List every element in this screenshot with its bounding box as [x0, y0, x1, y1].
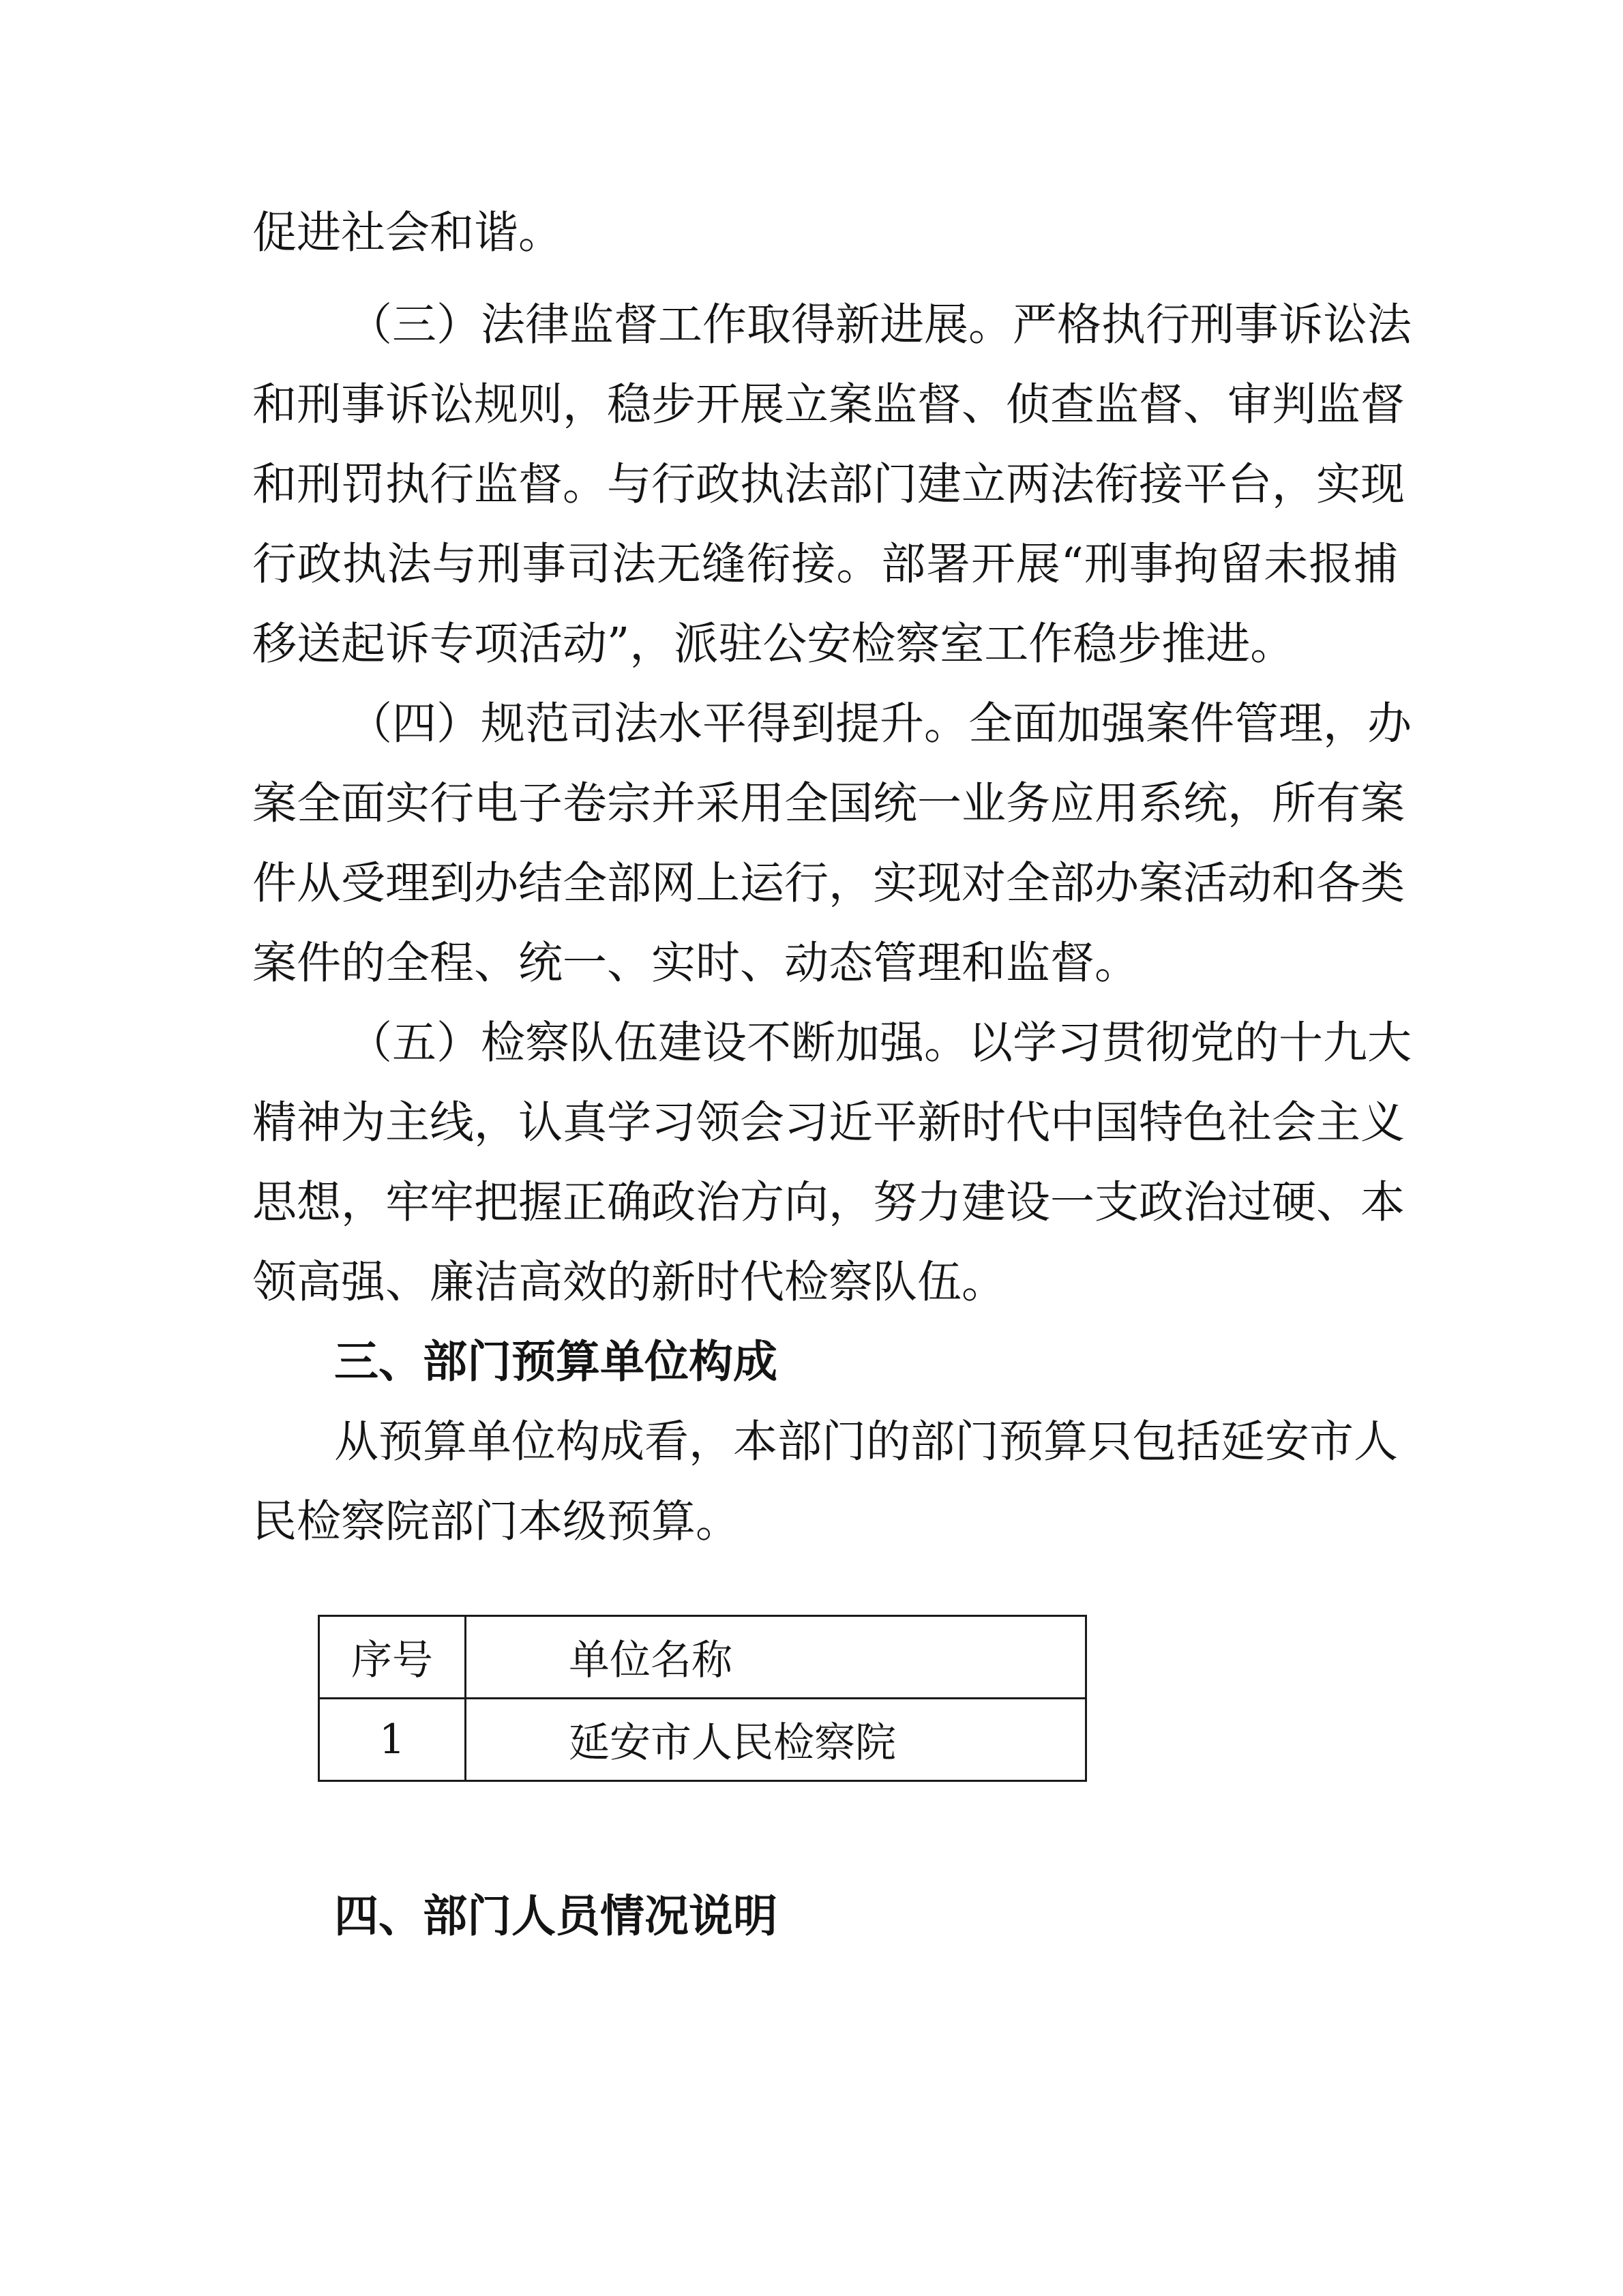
table-header-cell: 序号 [319, 1616, 466, 1699]
paragraph-line: 件从受理到办结全部网上运行，实现对全部办案活动和各类 [252, 858, 1405, 909]
section-heading: 四、部门人员情况说明 [334, 1891, 778, 1942]
paragraph-line: 案全面实行电子卷宗并采用全国统一业务应用系统，所有案 [252, 778, 1405, 829]
paragraph-line: 移送起诉专项活动”，派驻公安检察室工作稳步推进。 [252, 618, 1295, 670]
paragraph-line: 精神为主线，认真学习领会习近平新时代中国特色社会主义 [252, 1097, 1405, 1148]
paragraph-line: 和刑事诉讼规则，稳步开展立案监督、侦查监督、审判监督 [252, 379, 1405, 430]
budget-unit-table [318, 1615, 1087, 1782]
table-cell: 延安市人民检察院 [466, 1699, 1086, 1781]
table-header-cell: 单位名称 [466, 1616, 1086, 1699]
paragraph-line: 思想，牢牢把握正确政治方向，努力建设一支政治过硬、本 [252, 1177, 1405, 1228]
table-header-row [319, 1616, 1086, 1699]
paragraph-line: 行政执法与刑事司法无缝衔接。部署开展“刑事拘留未报捕 [252, 539, 1398, 590]
paragraph-line: 促进社会和谐。 [252, 207, 563, 258]
paragraph-line: 民检察院部门本级预算。 [252, 1496, 741, 1547]
paragraph-line: （五）检察队伍建设不断加强。以学习贯彻党的十九大 [348, 1017, 1412, 1069]
table-cell: 1 [319, 1699, 466, 1781]
section-heading: 三、部门预算单位构成 [334, 1337, 778, 1388]
paragraph-line: 领高强、廉洁高效的新时代检察队伍。 [252, 1257, 1007, 1308]
paragraph-line: （四）规范司法水平得到提升。全面加强案件管理，办 [348, 698, 1412, 749]
paragraph-line: 和刑罚执行监督。与行政执法部门建立两法衔接平台，实现 [252, 459, 1405, 510]
table-row [319, 1699, 1086, 1781]
paragraph-line: 从预算单位构成看，本部门的部门预算只包括延安市人 [334, 1416, 1399, 1467]
paragraph-line: （三）法律监督工作取得新进展。严格执行刑事诉讼法 [348, 299, 1412, 351]
paragraph-line: 案件的全程、统一、实时、动态管理和监督。 [252, 938, 1140, 989]
